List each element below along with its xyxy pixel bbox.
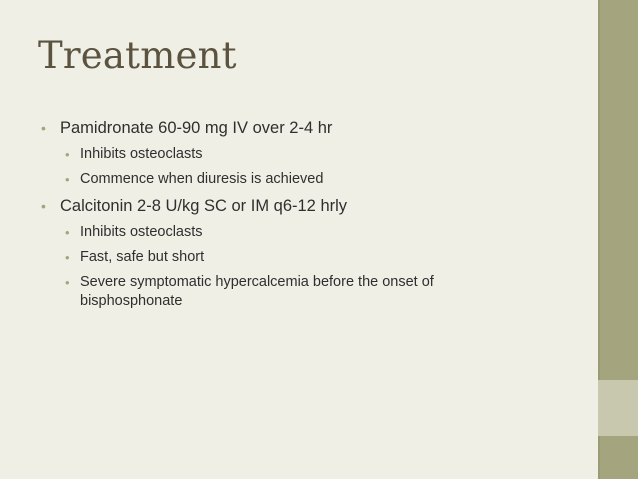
sub-bullet-marker: • [65, 225, 70, 240]
sub-bullet-item [38, 170, 520, 189]
sub-bullet-text: Fast, safe but short [80, 249, 205, 265]
bullet-text: Calcitonin 2-8 U/kg SC or IM q6-12 hrly [60, 197, 348, 215]
sub-bullet-item [38, 273, 520, 311]
sub-bullet-item [38, 145, 520, 164]
slide-accent-block [598, 380, 638, 436]
bullet-text: Pamidronate 60-90 mg IV over 2-4 hr [60, 119, 333, 137]
sub-bullet-text: Commence when diuresis is achieved [80, 171, 324, 187]
sub-bullet-marker: • [65, 172, 70, 187]
sub-bullet-marker: • [65, 250, 70, 265]
bullet-marker: • [41, 198, 46, 214]
sub-bullet-marker: • [65, 147, 70, 162]
bullet-marker: • [41, 120, 46, 136]
sub-bullet-text: Severe symptomatic hypercalcemia before the onset of bisphosphonate [80, 274, 434, 309]
sub-bullet-text: Inhibits osteoclasts [80, 224, 203, 240]
sub-bullet-item [38, 223, 520, 242]
bullet-item-calcitonin [38, 195, 578, 217]
bullet-list [38, 117, 578, 317]
sub-bullet-marker: • [65, 275, 70, 290]
sub-bullet-item [38, 248, 520, 267]
slide-title: Treatment [38, 34, 237, 77]
sub-bullet-text: Inhibits osteoclasts [80, 146, 203, 162]
bullet-item-pamidronate [38, 117, 578, 139]
